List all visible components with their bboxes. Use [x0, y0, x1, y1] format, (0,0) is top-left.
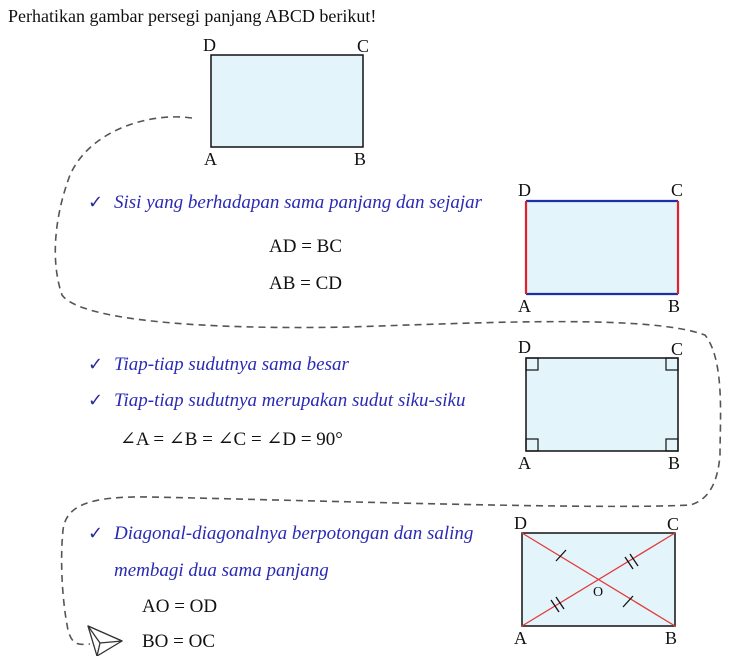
- vertex-label-b: B: [354, 149, 367, 169]
- property-equal-angles: Tiap-tiap sudutnya sama besar: [114, 354, 349, 375]
- property-diagonals-line2: membagi dua sama panjang: [114, 560, 329, 581]
- property-opposite-sides: Sisi yang berhadapan sama panjang dan sejajar: [114, 192, 483, 213]
- vertex-label-a: A: [204, 149, 217, 169]
- vertex-label-b: B: [668, 296, 681, 316]
- check-icon: ✓: [88, 523, 104, 544]
- vertex-label-a: A: [518, 453, 531, 473]
- vertex-label-d: D: [518, 180, 531, 200]
- vertex-label-d: D: [514, 513, 527, 533]
- vertex-label-b: B: [668, 453, 681, 473]
- equation-ao-od: AO = OD: [142, 596, 218, 617]
- check-icon: ✓: [88, 354, 104, 375]
- check-icon: ✓: [88, 192, 104, 213]
- rectangle-3: [526, 358, 678, 451]
- vertex-label-c: C: [671, 339, 684, 359]
- intro-text: Perhatikan gambar persegi panjang ABCD berikut!: [8, 6, 377, 26]
- paper-plane-icon: [88, 626, 122, 656]
- property-diagonals-line1: Diagonal-diagonalnya berpotongan dan saling: [114, 523, 474, 544]
- vertex-label-b: B: [665, 628, 678, 648]
- equation-bo-oc: BO = OC: [142, 631, 216, 652]
- vertex-label-c: C: [671, 180, 684, 200]
- equation-angles: ∠A = ∠B = ∠C = ∠D = 90°: [120, 429, 343, 450]
- equation-ab-cd: AB = CD: [269, 273, 343, 294]
- vertex-label-c: C: [357, 36, 370, 56]
- vertex-label-d: D: [203, 35, 216, 55]
- property-right-angles: Tiap-tiap sudutnya merupakan sudut siku-siku: [114, 390, 466, 411]
- rectangle-2: [526, 201, 678, 294]
- vertex-label-a: A: [518, 296, 531, 316]
- equation-ad-bc: AD = BC: [269, 236, 343, 257]
- center-label-o: O: [593, 585, 604, 600]
- vertex-label-a: A: [514, 628, 527, 648]
- vertex-label-d: D: [518, 337, 531, 357]
- vertex-label-c: C: [667, 514, 680, 534]
- rectangle-1: [211, 55, 363, 147]
- check-icon: ✓: [88, 390, 104, 411]
